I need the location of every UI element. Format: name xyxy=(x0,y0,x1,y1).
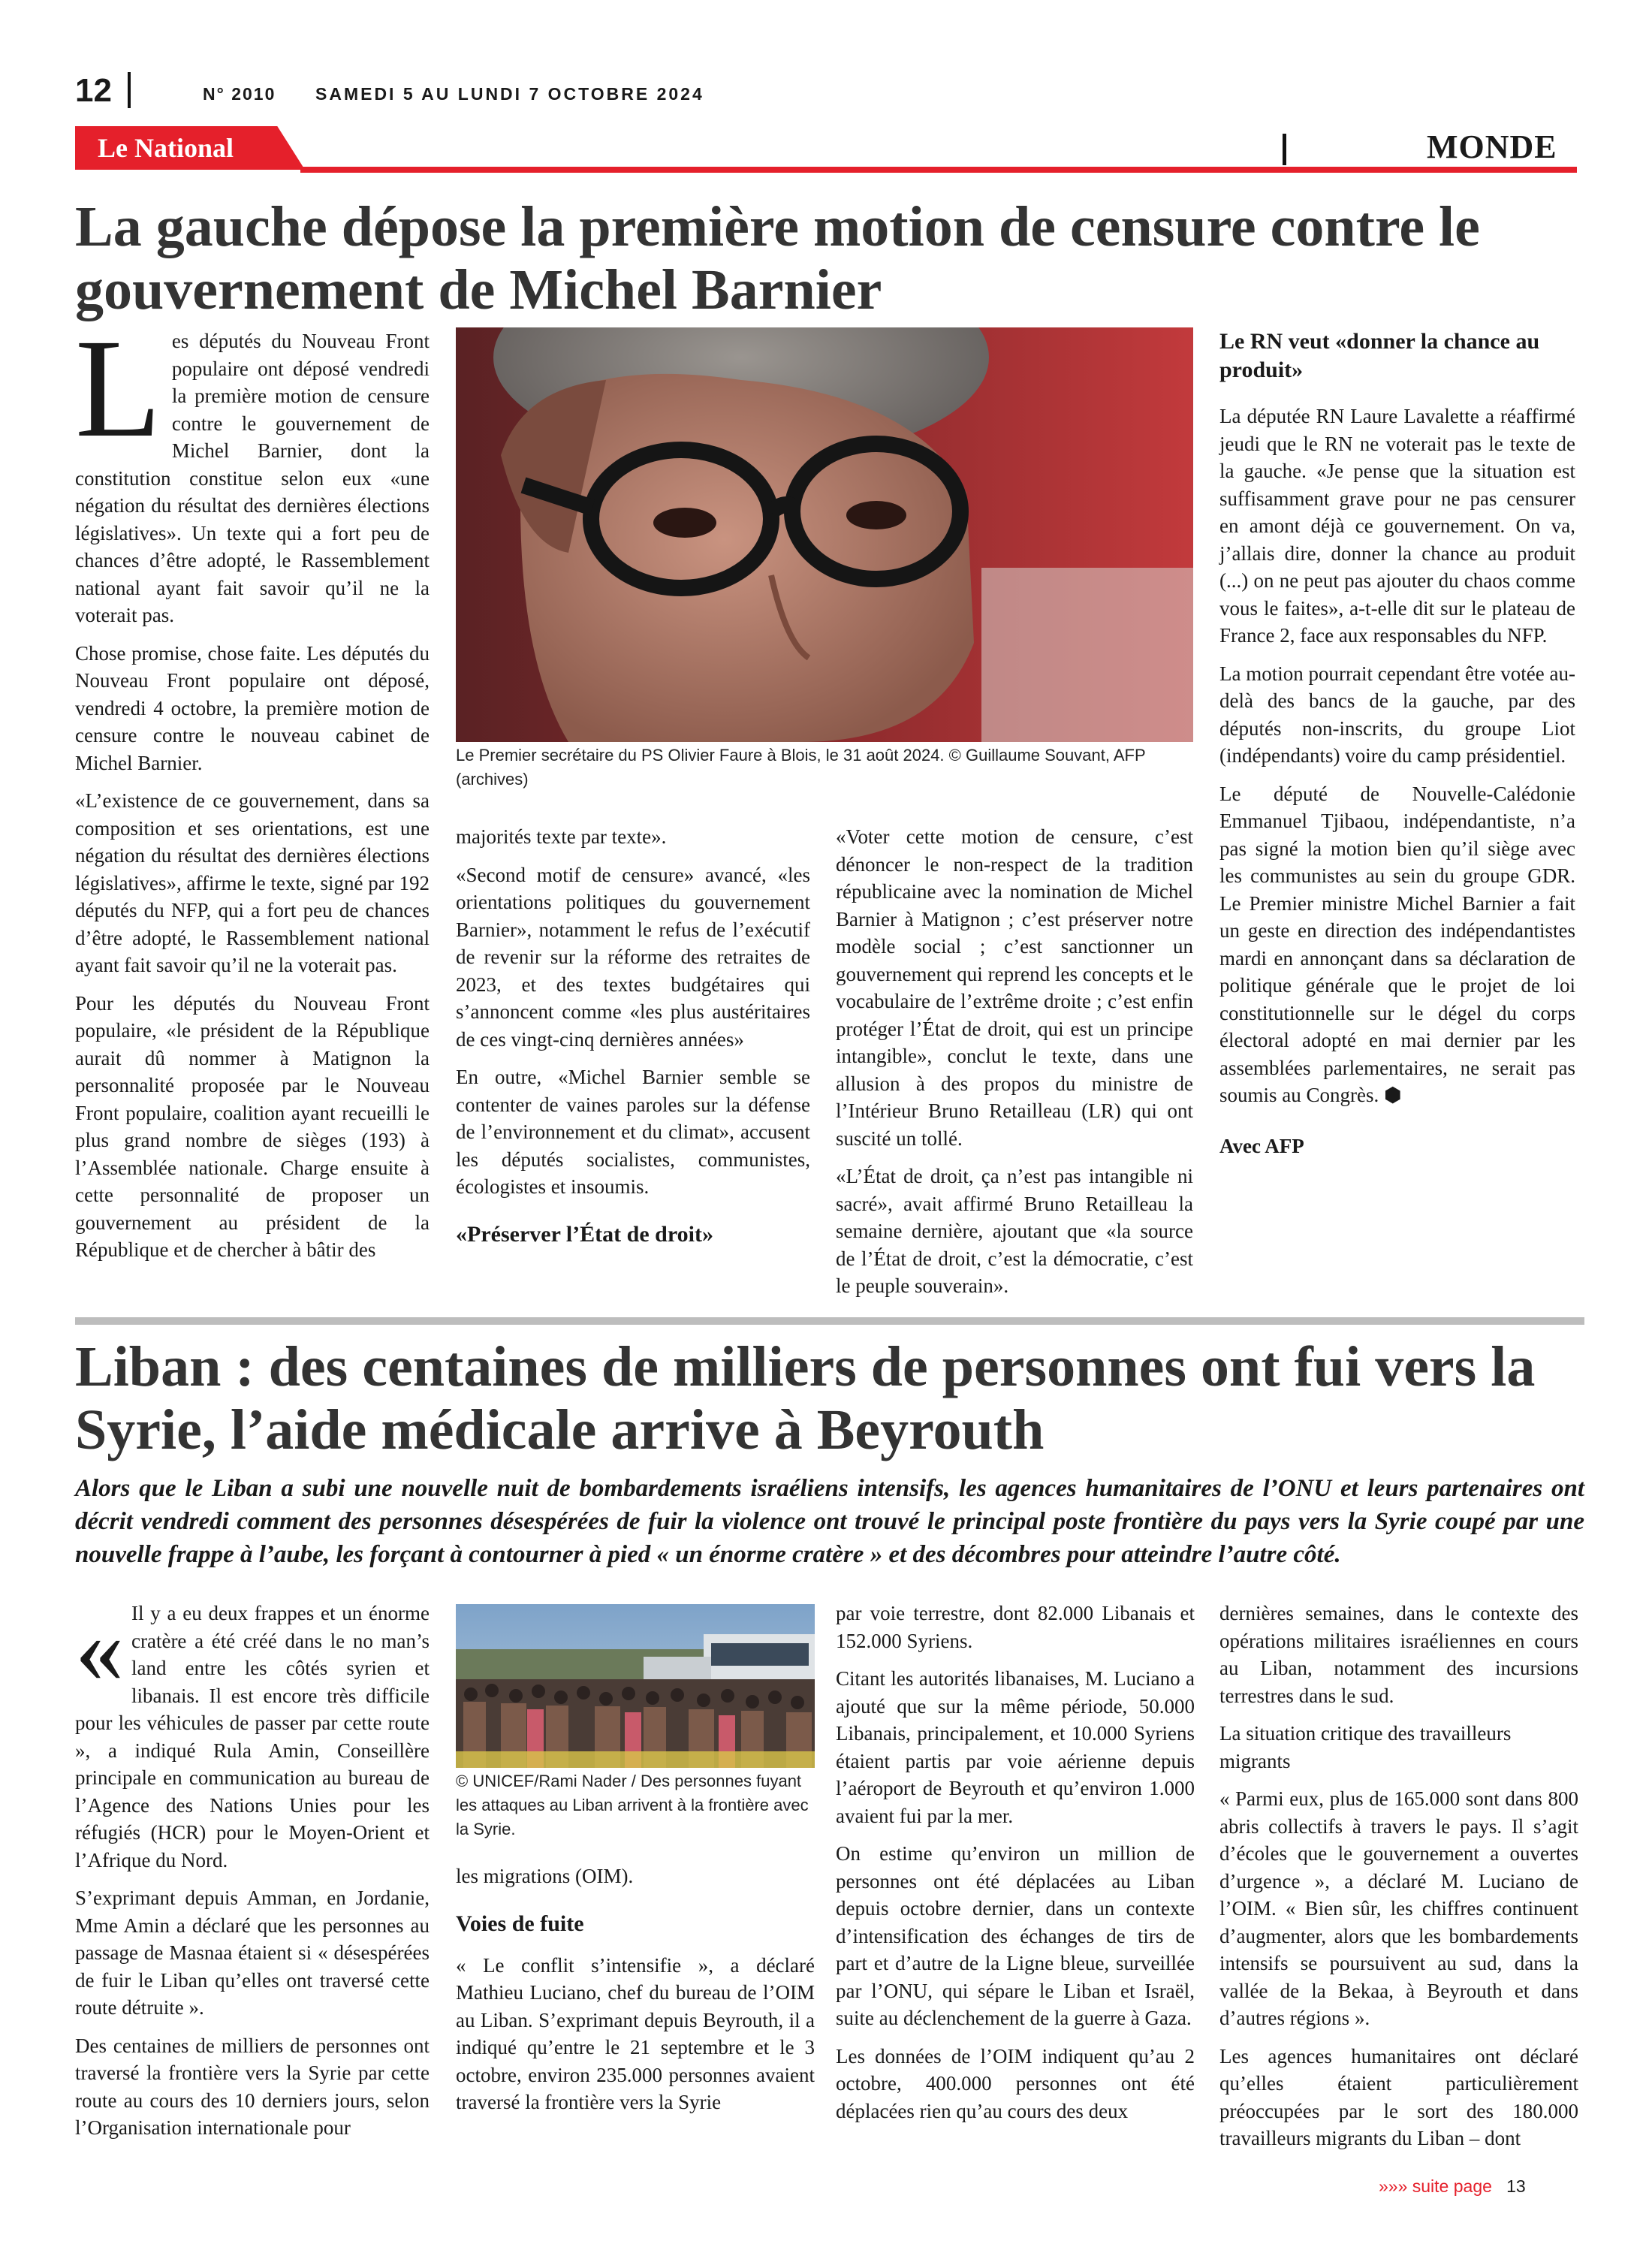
end-mark-icon: ⬢ xyxy=(1379,1084,1402,1106)
drop-cap: L xyxy=(75,309,161,466)
article2-paragraph: « Parmi eux, plus de 165.000 sont dans 800 abris collectifs à travers le pays. Il s’agit d’écoles que le gouvernement a ouvertes d’urgence », a déclaré M. Luciano de l’OIM. « Bien sûr, les chiffres continuent d’augmenter, alors que les bombardements intensifs se poursuivent au sud, dans la vallée de la Bekaa, à Beyrouth et dans d’autres régions ». xyxy=(1219,1787,1578,2029)
article2-paragraph: Les agences humanitaires ont déclaré qu’elles étaient particulièrement préoccupées par le sort des 180.000 travailleurs migrants du Liban – dont xyxy=(1219,2044,1578,2149)
article1-column-3 xyxy=(836,823,1193,1310)
article2-column-4 xyxy=(1219,1600,1578,2163)
article1-subhead: «Préserver l’État de droit» xyxy=(456,1221,713,1247)
article2-column-3 xyxy=(836,1600,1195,2135)
crowd-image xyxy=(456,1604,815,1768)
article1-paragraph: Le député de Nouvelle-Calédonie Emmanuel Tjibaou, indépendantiste, n’a pas signé la motion bien qu’il siège avec les communistes au sein du groupe GDR. Le Premier ministre Michel Barnier a fait un geste en direction des indépendantistes mardi en annonçant dans sa déclaration de politique générale que le projet de loi constitutionnelle sur le dégel du corps électoral adopté en mai dernier par les assemblées parlementaires, ne serait pas soumis au Congrès. ⬢ xyxy=(1219,782,1575,1106)
article1-subhead: Le RN veut «donner la chance au produit» xyxy=(1219,329,1540,382)
article1-paragraph: Les députés du Nouveau Front populaire ont déposé vendredi la première motion de censure contre le gouvernement de Michel Barnier, dont la constitution constitue selon eux «une négation du résultat des dernières élections législatives». Un texte qui a fort peu de chances d’être adopté, le Rassemblement national ayant fait savoir qu’il ne la voterait pas. xyxy=(75,309,430,626)
article2-paragraph: Citant les autorités libanaises, M. Luciano a ajouté que sur la même période, 50.000 Libanais, principalement, et 10.000 Syriens étaient partis par voie aérienne depuis l’aéroport de Beyrouth et qu’environ 1.000 avaient fui par la mer. xyxy=(836,1667,1195,1827)
issue-number: N° 2010 xyxy=(203,84,276,104)
article1-paragraph: Pour les députés du Nouveau Front populaire, «le président de la République aurait dû nommer à Matignon la personnalité proposée par le Nouveau Front populaire, coalition ayant recueilli le plus grand nombre de sièges (193) à l’Assemblée nationale. Charge ensuite à cette personnalité de proposer un gouvernement au président de la République et de chercher à bâtir des xyxy=(75,991,430,1261)
continued-link[interactable]: »»» suite page 13 xyxy=(1379,2176,1526,2196)
portrait-photo xyxy=(456,327,1193,742)
article1-credit: Avec AFP xyxy=(1219,1134,1304,1157)
article1-paragraph: En outre, «Michel Barnier semble se contenter de vaines paroles sur la défense de l’environnement et du climat», accusent les députés socialistes, communistes, écologistes et insoumis. xyxy=(456,1066,810,1198)
drop-cap: « xyxy=(75,1595,124,1703)
article2-paragraph: par voie terrestre, dont 82.000 Libanais et 152.000 Syriens. xyxy=(836,1602,1195,1652)
crowd-caption: © UNICEF/Rami Nader / Des personnes fuyant les attaques au Liban arrivent à la frontière avec la Syrie. xyxy=(456,1772,809,1838)
article2-paragraph: les migrations (OIM). xyxy=(456,1865,634,1887)
article2-paragraph: « Le conflit s’intensifie », a déclaré Mathieu Luciano, chef du bureau de l’OIM au Liban. S’exprimant depuis Beyrouth, il a indiqué qu’entre le 21 septembre et le 3 octobre, environ 235.000 personnes avaient traversé la frontière vers la Syrie xyxy=(456,1953,815,2113)
article2-paragraph: On estime qu’environ un million de personnes ont été déplacées au Liban depuis octobre dernier, dans un contexte d’intensification des échanges de tirs de part et d’autre de la Ligne bleue, surveillée par l’ONU, qui sépare le Liban et Israël, suite au déclenchement de la guerre à Gaza. xyxy=(836,1842,1195,2029)
article1-headline: La gauche dépose la première motion de censure contre le gouvernement de Michel Barnier xyxy=(75,195,1480,321)
article1-column-2 xyxy=(456,823,810,1259)
article1-paragraph: «L’existence de ce gouvernement, dans sa composition et ses orientations, est une négation du résultat des dernières élections législatives», affirme le texte, signé par 192 députés du NFP, qui a fort peu de chances d’être adopté, le Rassemblement national ayant fait savoir qu’il ne la voterait pas. xyxy=(75,789,430,976)
article1-paragraph: «Voter cette motion de censure, c’est dénoncer le non-respect de la tradition républicaine avec la nomination de Michel Barnier à Matignon ; c’est préserver notre modèle social ; c’est sanctionner un gouvernement qui reprend les concepts et le vocabulaire de l’extrême droite ; c’est enfin protéger l’État de droit, qui est un principe intangible», conclut le texte, dans une allusion à des propos du ministre de l’Intérieur Bruno Retailleau (LR) qui ont suscité un tollé. xyxy=(836,825,1193,1150)
article2-paragraph: Les données de l’OIM indiquent qu’au 2 octobre, 400.000 personnes ont été déplacées rien qu’au cours des deux xyxy=(836,2044,1195,2122)
article2-paragraph: « Il y a eu deux frappes et un énorme cratère a été créé dans le no man’s land entre les côtés syrien et libanais. Il est encore très difficile pour les véhicules de passer par cette route », a indiqué Rula Amin, Conseillère principale en communication au bureau de l’Agence des Nations Unies pour les réfugiés (HCR) pour le Moyen-Orient et l’Afrique du Nord. xyxy=(75,1595,430,1871)
portrait-image xyxy=(456,327,1193,742)
article2-paragraph: Des centaines de milliers de personnes ont traversé la frontière vers la Syrie par cette route au cours des 10 derniers jours, selon l’Organisation internationale pour xyxy=(75,2034,430,2139)
article1-paragraph: majorités texte par texte». xyxy=(456,825,667,848)
article1-paragraph: «Second motif de censure» avancé, «les orientations politiques du gouvernement Barnier», notamment le refus de l’exécutif de revenir sur la réforme des retraites de 2023, et des textes budgétaires qui s’annoncent comme «les plus austéritaires de ces vingt-cinq dernières années» xyxy=(456,863,810,1051)
article2-paragraph: La situation critique des travailleurs migrants xyxy=(1219,1722,1512,1772)
article2-headline: Liban : des centaines de milliers de personnes ont fui vers la Syrie, l’aide médicale arrive à Beyrouth xyxy=(75,1335,1536,1461)
section-label: MONDE xyxy=(1427,128,1557,165)
article2-paragraph: dernières semaines, dans le contexte des opérations militaires israéliennes en cours au Liban, notamment des incursions terrestres dans le sud. xyxy=(1219,1602,1578,1707)
portrait-caption: Le Premier secrétaire du PS Olivier Faure à Blois, le 31 août 2024. © Guillaume Souvant, AFP (archives) xyxy=(456,746,1146,789)
page-number-divider xyxy=(128,72,131,108)
issue-date: SAMEDI 5 AU LUNDI 7 OCTOBRE 2024 xyxy=(315,84,704,104)
article2-lead: Alors que le Liban a subi une nouvelle nuit de bombardements israéliens intensifs, les agences humanitaires de l’ONU et leurs partenaires ont décrit vendredi comment des personnes désespérées de fuir la violence ont trouvé le principal poste frontière du pays vers la Syrie coupé par une nouvelle frappe à l’aube, les forçant à contourner à pied « un énorme cratère » et des décombres pour atteindre l’autre côté. xyxy=(75,1475,1584,1568)
page-number: 12 xyxy=(75,72,112,109)
article1-column-4 xyxy=(1219,327,1575,1171)
crowd-photo xyxy=(456,1604,815,1768)
article1-paragraph: La députée RN Laure Lavalette a réaffirmé jeudi que le RN ne voterait pas le texte de la gauche. «Je pense que la situation est suffisamment grave pour ne pas censurer en amont déjà ce gouvernement. On va, j’allais dire, donner la chance au produit (...) on ne peut pas ajouter du chaos comme vous le faites», a-t-elle dit sur le plateau de France 2, face aux responsables du NFP. xyxy=(1219,405,1575,647)
article-divider xyxy=(75,1317,1584,1325)
article2-subhead: Voies de fuite xyxy=(456,1911,584,1936)
article2-paragraph: S’exprimant depuis Amman, en Jordanie, Mme Amin a déclaré que les personnes au passage de Masnaa étaient si « désespérées de fuir le Liban qu’elles ont traversé cette route détruite ». xyxy=(75,1887,430,2019)
header-rule xyxy=(300,167,1577,173)
article1-paragraph: «L’État de droit, ça n’est pas intangible ni sacré», avait affirmé Bruno Retailleau la semaine dernière, ajoutant que «la source de l’État de droit, c’est la démocratie, c’est le peuple souverain». xyxy=(836,1165,1193,1297)
article1-paragraph: Chose promise, chose faite. Les députés du Nouveau Front populaire ont déposé, vendredi 4 octobre, la première motion de censure contre le nouveau cabinet de Michel Barnier. xyxy=(75,641,430,774)
article1-column-1 xyxy=(75,309,430,1274)
brand-name: Le National xyxy=(98,133,234,163)
section-divider xyxy=(1283,134,1286,165)
article2-column-1 xyxy=(75,1595,430,2152)
article2-column-2 xyxy=(456,1862,815,2127)
article1-paragraph: La motion pourrait cependant être votée au-delà des bancs de la gauche, par des députés non-inscrits, du groupe Liot (indépendants) voire du camp présidentiel. xyxy=(1219,662,1575,767)
